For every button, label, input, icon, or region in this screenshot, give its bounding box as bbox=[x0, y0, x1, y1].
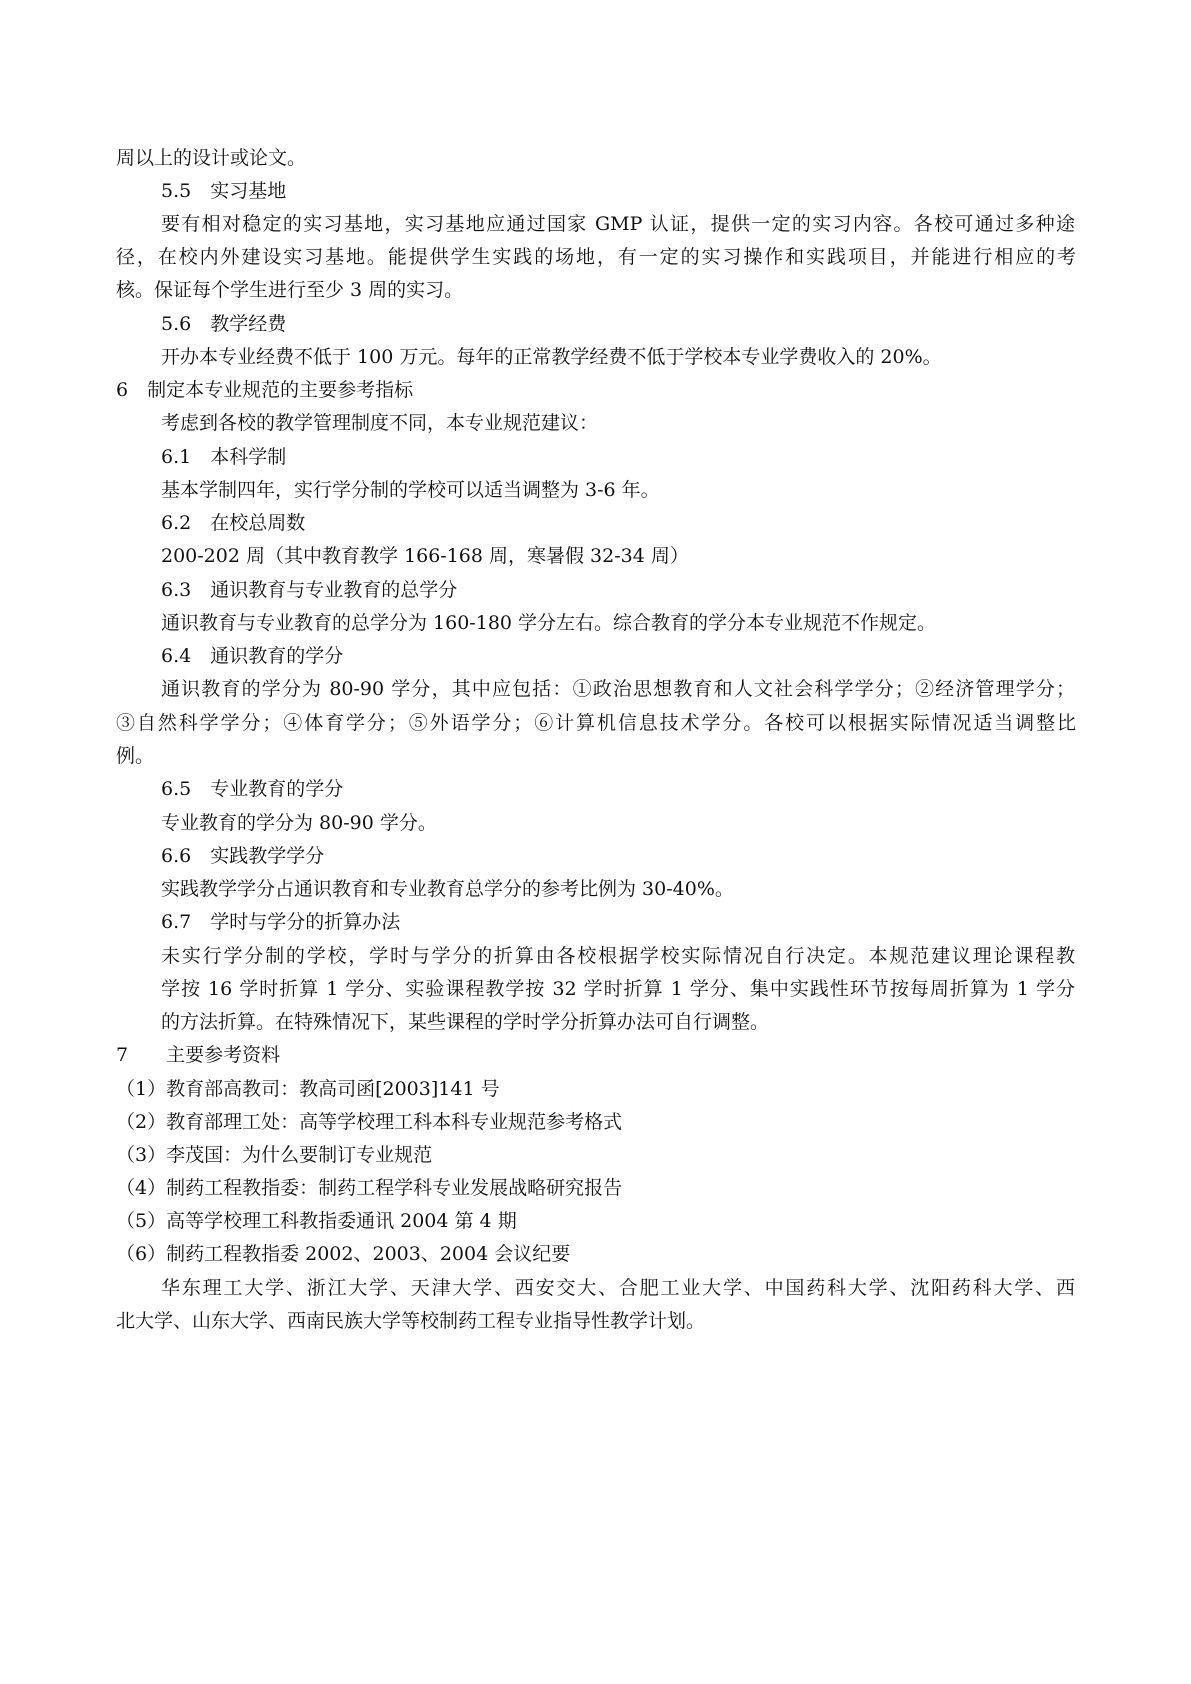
section-heading-6-1: 6.1 本科学制 bbox=[161, 446, 287, 468]
section-heading-6-2: 6.2 在校总周数 bbox=[161, 512, 306, 534]
paragraph-text: 通识教育的学分为 80-90 学分，其中应包括：①政治思想教育和人文社会科学学分；②经济管理学分； bbox=[161, 678, 1075, 700]
paragraph-text: 核。保证每个学生进行至少 3 周的实习。 bbox=[116, 279, 464, 301]
reference-item: （4）制药工程教指委：制药工程学科专业发展战略研究报告 bbox=[116, 1177, 623, 1199]
paragraph-text: 径，在校内外建设实习基地。能提供学生实践的场地，有一定的实习操作和实践项目，并能进行相应的考 bbox=[116, 246, 1076, 268]
reference-item: （1）教育部高教司：教高司函[2003]141 号 bbox=[116, 1078, 500, 1100]
section-heading-6: 6 制定本专业规范的主要参考指标 bbox=[116, 379, 414, 401]
paragraph-text: ③自然科学学分；④体育学分；⑤外语学分；⑥计算机信息技术学分。各校可以根据实际情况适当调整比 bbox=[116, 712, 1076, 734]
section-heading-7: 7 主要参考资料 bbox=[116, 1044, 281, 1066]
section-heading-6-6: 6.6 实践教学学分 bbox=[161, 845, 325, 867]
paragraph-text: 实践教学学分占通识教育和专业教育总学分的参考比例为 30-40%。 bbox=[161, 878, 734, 900]
paragraph-text: 专业教育的学分为 80-90 学分。 bbox=[161, 812, 437, 834]
paragraph-text: 基本学制四年，实行学分制的学校可以适当调整为 3-6 年。 bbox=[161, 479, 660, 501]
section-heading-6-3: 6.3 通识教育与专业教育的总学分 bbox=[161, 579, 458, 601]
paragraph-text: 未实行学分制的学校，学时与学分的折算由各校根据学校实际情况自行决定。本规范建议理论课程教 bbox=[161, 945, 1075, 967]
reference-item: （5）高等学校理工科教指委通讯 2004 第 4 期 bbox=[116, 1210, 517, 1232]
paragraph-text: 通识教育与专业教育的总学分为 160-180 学分左右。综合教育的学分本专业规范不作规定。 bbox=[161, 612, 937, 634]
paragraph-text: 周以上的设计或论文。 bbox=[116, 147, 307, 169]
reference-item: （6）制药工程教指委 2002、2003、2004 会议纪要 bbox=[116, 1243, 571, 1265]
paragraph-text: 北大学、山东大学、西南民族大学等校制药工程专业指导性教学计划。 bbox=[116, 1310, 706, 1332]
paragraph-text: 学按 16 学时折算 1 学分、实验课程教学按 32 学时折算 1 学分、集中实践性环节按每周折算为 1 学分 bbox=[161, 978, 1075, 1000]
reference-item: （3）李茂国：为什么要制订专业规范 bbox=[116, 1144, 433, 1166]
section-heading-5-6: 5.6 教学经费 bbox=[161, 313, 287, 335]
paragraph-text: 例。 bbox=[116, 745, 155, 767]
reference-item: （2）教育部理工处：高等学校理工科本科专业规范参考格式 bbox=[116, 1111, 623, 1133]
paragraph-text: 200-202 周（其中教育教学 166-168 周，寒暑假 32-34 周） bbox=[161, 545, 689, 567]
section-heading-6-5: 6.5 专业教育的学分 bbox=[161, 778, 344, 800]
paragraph-text: 要有相对稳定的实习基地，实习基地应通过国家 GMP 认证，提供一定的实习内容。各校可通过多种途 bbox=[161, 213, 1075, 235]
paragraph-text: 开办本专业经费不低于 100 万元。每年的正常教学经费不低于学校本专业学费收入的 20%。 bbox=[161, 346, 942, 368]
paragraph-text: 的方法折算。在特殊情况下，某些课程的学时学分折算办法可自行调整。 bbox=[161, 1011, 770, 1033]
paragraph-text: 华东理工大学、浙江大学、天津大学、西安交大、合肥工业大学、中国药科大学、沈阳药科大学、西 bbox=[161, 1277, 1075, 1299]
section-heading-5-5: 5.5 实习基地 bbox=[161, 180, 287, 202]
section-heading-6-4: 6.4 通识教育的学分 bbox=[161, 645, 344, 667]
section-heading-6-7: 6.7 学时与学分的折算办法 bbox=[161, 911, 401, 933]
paragraph-text: 考虑到各校的教学管理制度不同，本专业规范建议： bbox=[161, 412, 599, 434]
